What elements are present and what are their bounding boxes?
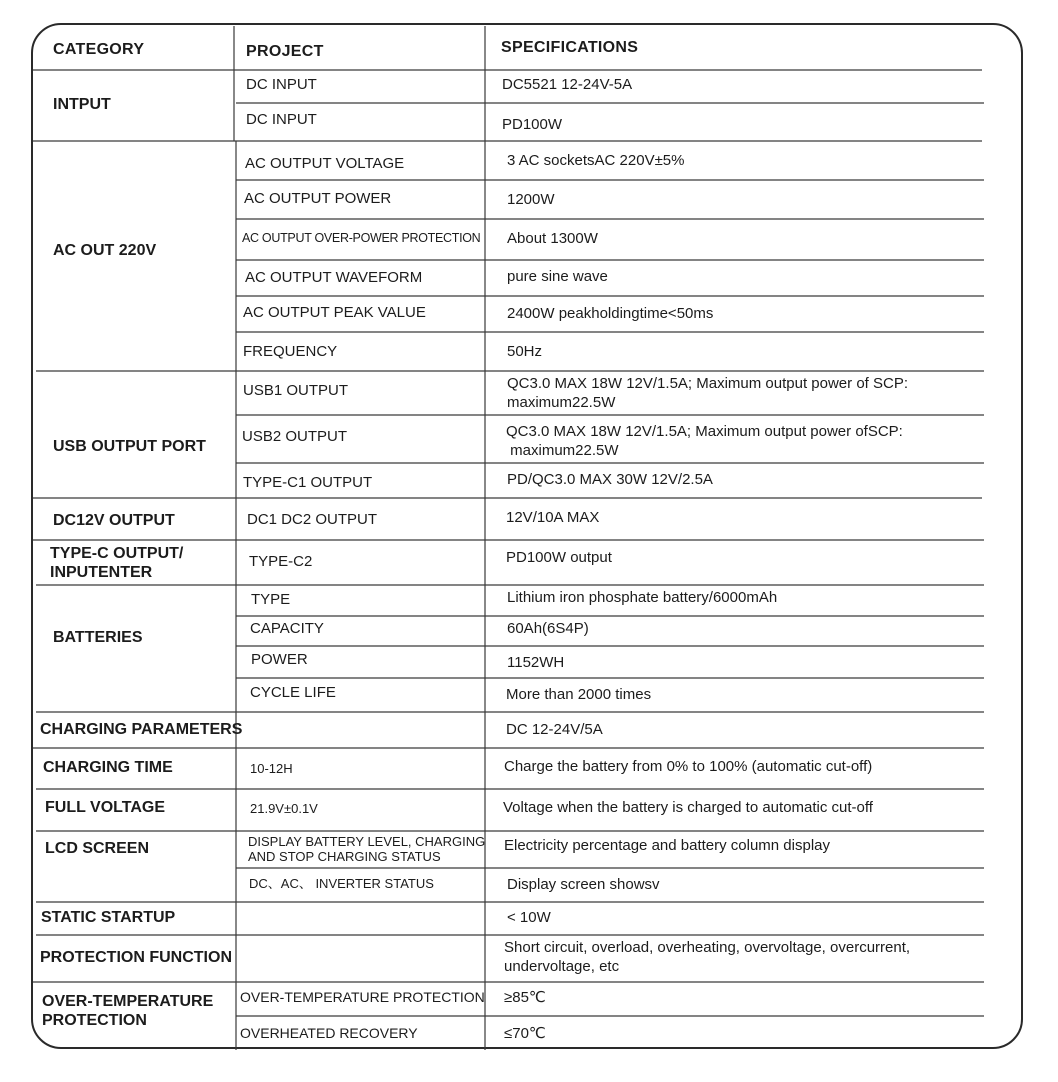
project-cell: CAPACITY xyxy=(250,620,324,637)
project-cell: AC OUTPUT POWER xyxy=(244,190,392,207)
spec-cell: ≤70℃ xyxy=(504,1025,546,1042)
spec-cell: Short circuit, overload, overheating, overvoltage, overcurrent, undervoltage, etc xyxy=(504,939,911,975)
spec-cell: 50Hz xyxy=(507,343,543,360)
header-specifications: SPECIFICATIONS xyxy=(501,39,639,56)
category-label: TYPE-C OUTPUT/ INPUTENTER xyxy=(50,545,184,581)
spec-cell: QC3.0 MAX 18W 12V/1.5A; Maximum output power of SCP: maximum22.5W xyxy=(507,375,909,411)
category-label: AC OUT 220V xyxy=(53,242,157,259)
project-cell: 21.9V±0.1V xyxy=(250,801,318,816)
spec-cell: 60Ah(6S4P) xyxy=(507,620,589,637)
project-cell: DC1 DC2 OUTPUT xyxy=(247,511,378,528)
spec-cell: 3 AC socketsAC 220V±5% xyxy=(507,152,685,169)
spec-cell: About 1300W xyxy=(507,230,598,247)
category-label: CHARGING PARAMETERS xyxy=(40,721,243,738)
project-cell: AC OUTPUT WAVEFORM xyxy=(245,269,423,286)
spec-cell: DC5521 12-24V-5A xyxy=(502,76,633,93)
project-cell: CYCLE LIFE xyxy=(250,684,336,701)
spec-cell: Display screen showsv xyxy=(507,876,660,893)
project-cell: USB1 OUTPUT xyxy=(243,382,349,399)
project-cell: TYPE-C2 xyxy=(249,553,313,570)
header-project: PROJECT xyxy=(246,43,324,60)
project-cell: OVERHEATED RECOVERY xyxy=(240,1025,418,1041)
category-label: LCD SCREEN xyxy=(45,840,150,857)
project-cell: DC、AC、 INVERTER STATUS xyxy=(249,876,434,891)
project-cell: DC INPUT xyxy=(246,76,317,93)
project-cell: POWER xyxy=(251,651,308,668)
spec-cell: 1152WH xyxy=(507,654,565,671)
project-cell: OVER-TEMPERATURE PROTECTION xyxy=(240,989,485,1005)
spec-cell: QC3.0 MAX 18W 12V/1.5A; Maximum output power ofSCP: maximum22.5W xyxy=(506,423,903,459)
spec-cell: PD100W output xyxy=(506,549,612,566)
project-cell: AC OUTPUT OVER-POWER PROTECTION xyxy=(242,231,481,245)
spec-cell: pure sine wave xyxy=(507,268,608,285)
spec-cell: Charge the battery from 0% to 100% (automatic cut-off) xyxy=(504,758,873,775)
spec-cell: PD100W xyxy=(502,116,563,133)
category-label: STATIC STARTUP xyxy=(41,909,176,926)
project-cell: DC INPUT xyxy=(246,111,317,128)
spec-cell: < 10W xyxy=(507,909,551,926)
spec-cell: 12V/10A MAX xyxy=(506,509,600,526)
project-cell: TYPE-C1 OUTPUT xyxy=(243,474,373,491)
project-cell: TYPE xyxy=(251,591,291,608)
category-label: FULL VOLTAGE xyxy=(45,799,165,816)
project-cell: USB2 OUTPUT xyxy=(242,428,348,445)
spec-cell: DC 12-24V/5A xyxy=(506,721,603,738)
spec-cell: 2400W peakholdingtime<50ms xyxy=(507,305,714,322)
category-label: PROTECTION FUNCTION xyxy=(40,949,232,966)
spec-cell: Voltage when the battery is charged to automatic cut-off xyxy=(503,799,873,816)
category-label: OVER-TEMPERATURE PROTECTION xyxy=(42,993,214,1029)
spec-cell: PD/QC3.0 MAX 30W 12V/2.5A xyxy=(507,471,713,488)
spec-cell: More than 2000 times xyxy=(506,686,652,703)
spec-cell: Lithium iron phosphate battery/6000mAh xyxy=(507,589,778,606)
project-cell: AC OUTPUT VOLTAGE xyxy=(245,155,405,172)
spec-cell: Electricity percentage and battery column display xyxy=(504,837,831,854)
category-label: BATTERIES xyxy=(53,629,143,646)
project-cell: AC OUTPUT PEAK VALUE xyxy=(243,304,426,321)
spec-cell: 1200W xyxy=(507,191,555,208)
category-label: DC12V OUTPUT xyxy=(53,512,175,529)
project-cell: DISPLAY BATTERY LEVEL, CHARGING AND STOP CHARGING STATUS xyxy=(248,834,486,864)
spec-cell: ≥85℃ xyxy=(504,989,546,1006)
header-category: CATEGORY xyxy=(53,41,145,58)
project-cell: 10-12H xyxy=(250,761,293,776)
category-label: INTPUT xyxy=(53,96,111,113)
category-label: USB OUTPUT PORT xyxy=(53,438,206,455)
category-label: CHARGING TIME xyxy=(43,759,173,776)
project-cell: FREQUENCY xyxy=(243,343,338,360)
